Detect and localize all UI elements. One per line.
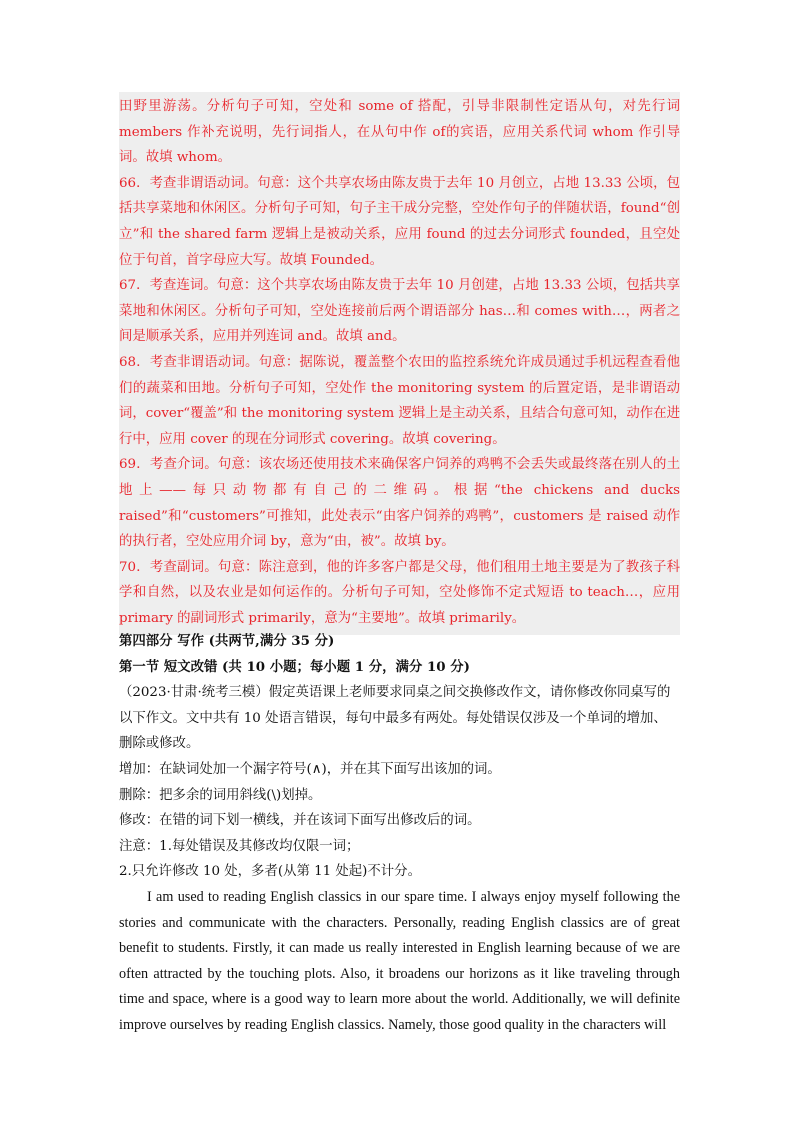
instruction-add: 增加：在缺词处加一个漏字符号(∧)，并在其下面写出该加的词。 [119,761,501,777]
writing-section [119,629,680,1039]
instruction-note-1: 注意：1.每处错误及其修改均仅限一词； [119,838,360,854]
answer-paragraph-66: 66．考查非谓语动词。句意：这个共享农场由陈友贵于去年 10 月创立，占地 13.33 公顷，包括共享菜地和休闲区。分析句子可知，句子主干成分完整，空处作句子的伴随状语，found“创立”和 the shared farm 逻辑上是被动关系，应用 found 的过去分词形式 founded，且空处位于句首，首字母应大写。故填 Founded。 [119,175,680,268]
instruction-note-2: 2.只允许修改 10 处，多者(从第 11 处起)不计分。 [119,864,421,880]
answer-paragraph-continued: 田野里游荡。分析句子可知，空处和 some of 搭配，引导非限制性定语从句，对先行词 members 作补充说明，先行词指人，在从句中作 of的宾语，应用关系代词 whom 作引导词。故填 whom。 [119,99,680,166]
essay-text: I am used to reading English classics in our spare time. I always enjoy myself following the stories and communicate with the characters. Personally, reading English classics are of great benefit to students. Firstly, it can made us really interested in English learning because of we are often attracted by the touching plots. Also, it broadens our horizons as it like traveling through time and space, where is a good way to learn more about the world. Additionally, we will definite improve ourselves by reading English classics. Namely, those good quality in the characters will [119,888,680,1033]
answer-paragraph-67: 67．考查连词。句意：这个共享农场由陈友贵于去年 10 月创建，占地 13.33 公顷，包括共享菜地和休闲区。分析句子可知，空处连接前后两个谓语部分 has…和 comes with…，两者之间是顺承关系，应用并列连词 and。故填 and。 [119,278,680,345]
section-heading: 第四部分 写作 (共两节,满分 35 分) [119,633,335,649]
answer-paragraph-68: 68．考查非谓语动词。句意：据陈说，覆盖整个农田的监控系统允许成员通过手机远程查看他们的蔬菜和田地。分析句子可知，空处作 the monitoring system 的后置定语，是非谓语动词，cover“覆盖”和 the monitoring system 逻辑上是主动关系，且结合句意可知，动作在进行中，应用 cover 的现在分词形式 covering。故填 covering。 [119,354,680,447]
answer-paragraph-70: 70．考查副词。句意：陈注意到，他的许多客户都是父母，他们租用土地主要是为了教孩子科学和自然，以及农业是如何运作的。分析句子可知，空处修饰不定式短语 to teach…，应用 primary 的副词形式 primarily，意为“主要地”。故填 primarily。 [119,559,680,626]
instruction-delete: 删除：把多余的词用斜线(\)划掉。 [119,787,322,803]
answer-paragraph-69: 69．考查介词。句意：该农场还使用技术来确保客户饲养的鸡鸭不会丢失或最终落在别人的土地上——每只动物都有自己的二维码。根据“the chickens and ducks raised”和“customers”可推知，此处表示“由客户饲养的鸡鸭”，customers 是 raised 动作的执行者，空处应用介词 by，意为“由，被”。故填 by。 [119,457,680,550]
instruction-intro: （2023·甘肃·统考三模）假定英语课上老师要求同桌之间交换修改作文，请你修改你同桌写的以下作文。文中共有 10 处语言错误，每句中最多有两处。每处错误仅涉及一个单词的增加、删除或修改。 [119,685,671,752]
instruction-modify: 修改：在错的词下划一横线，并在该词下面写出修改后的词。 [119,813,481,829]
answer-explanations [119,92,680,635]
subsection-heading: 第一节 短文改错 (共 10 小题；每小题 1 分，满分 10 分) [119,658,470,675]
